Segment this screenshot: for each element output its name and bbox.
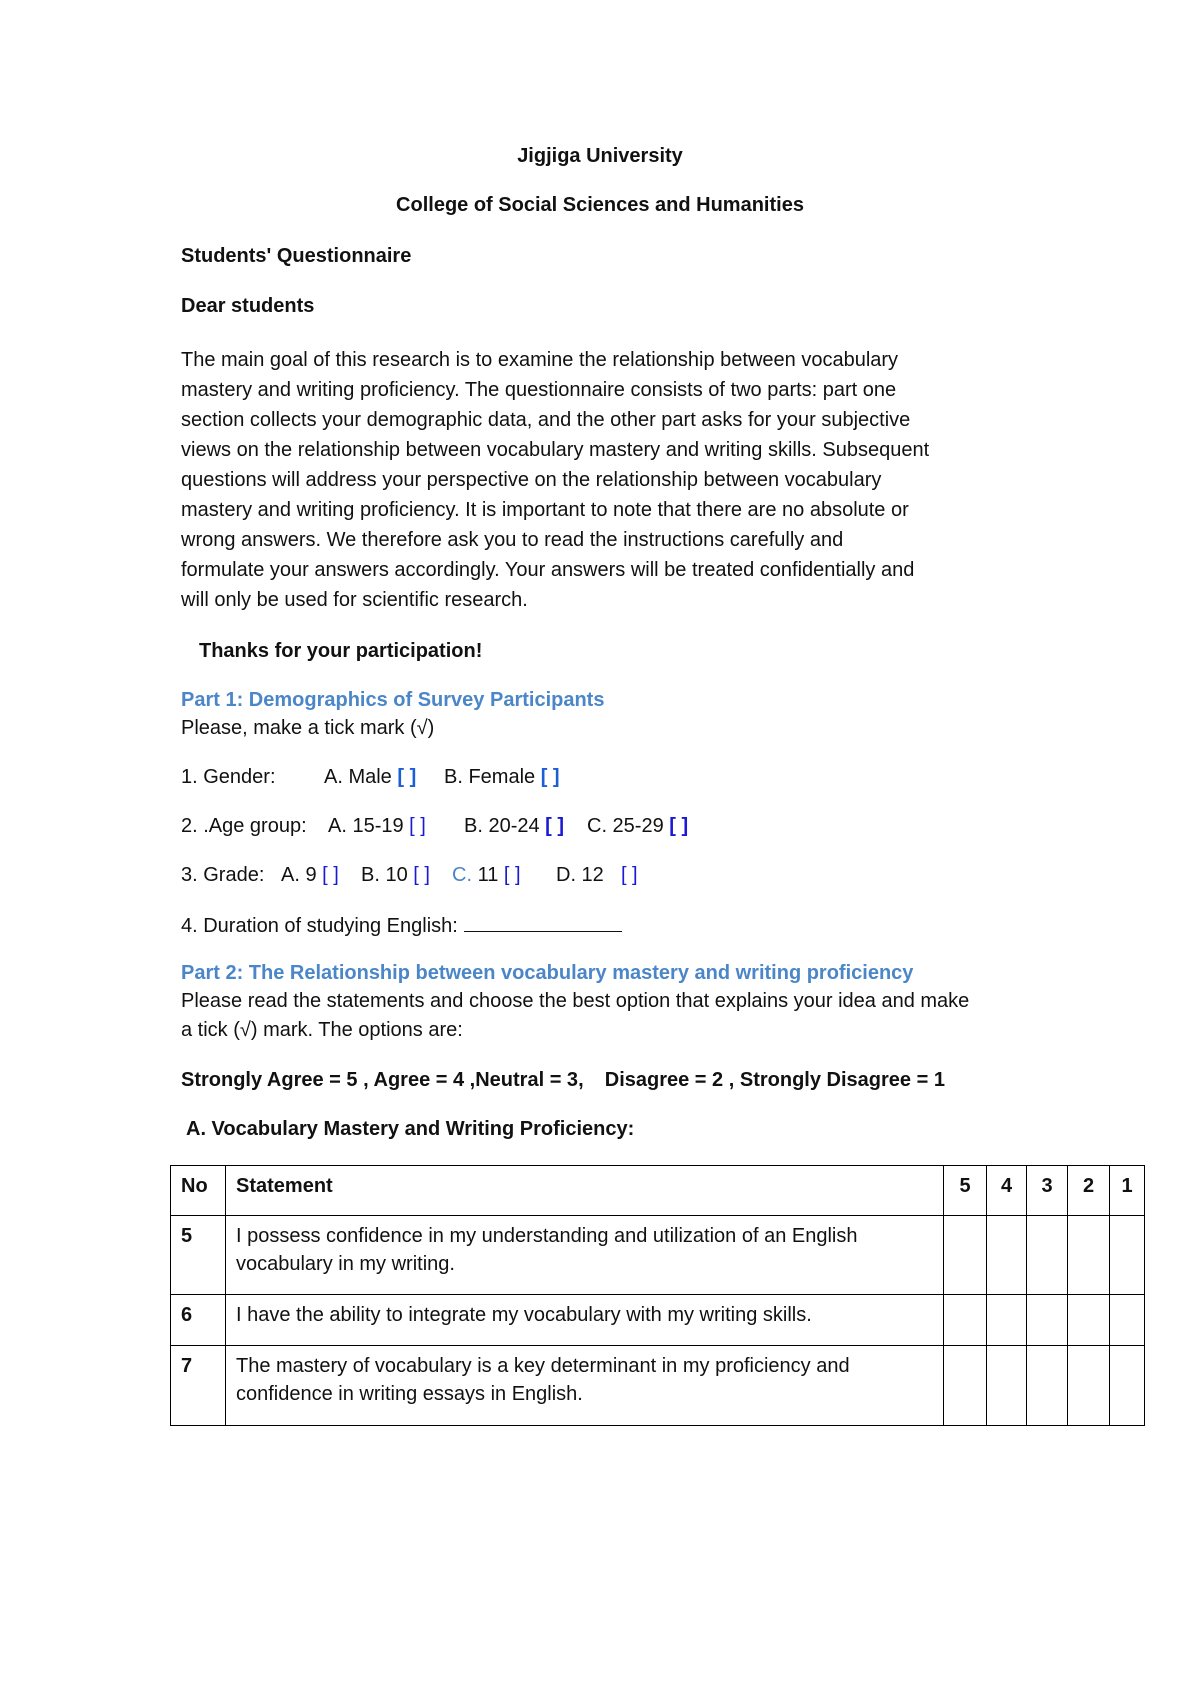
rating-cell-4[interactable] xyxy=(987,1295,1027,1346)
header-rating-2: 2 xyxy=(1068,1166,1110,1216)
header-rating-3: 3 xyxy=(1027,1166,1068,1216)
q2-option-a[interactable] xyxy=(328,815,426,838)
q3-label: 3. Grade: xyxy=(181,864,265,886)
rating-scale xyxy=(181,1069,945,1092)
questionnaire-title: Students' Questionnaire xyxy=(181,245,412,267)
scale-neutral: Neutral = 3 xyxy=(475,1069,579,1091)
q2-option-b[interactable] xyxy=(464,815,564,838)
header-rating-1: 1 xyxy=(1110,1166,1145,1216)
q1-option-a-bracket[interactable]: [ ] xyxy=(397,766,417,788)
intro-line: section collects your demographic data, and the other part asks for your subjective xyxy=(181,409,911,431)
header-statement: Statement xyxy=(226,1166,944,1216)
q2-option-a-bracket[interactable]: [ ] xyxy=(409,815,426,837)
scale-disagree: Disagree = 2 xyxy=(604,1069,724,1091)
q3-option-c-value: 11 xyxy=(477,864,499,886)
rating-cell-4[interactable] xyxy=(987,1346,1027,1426)
intro-line: questions will address your perspective on the relationship between vocabulary xyxy=(181,469,882,491)
rating-cell-1[interactable] xyxy=(1110,1346,1145,1426)
intro-line: wrong answers. We therefore ask you to read the instructions carefully and xyxy=(181,529,844,551)
scale-strongly-agree: Strongly Agree = 5 xyxy=(181,1069,358,1091)
q1-label: 1. Gender: xyxy=(181,766,276,788)
header-rating-5: 5 xyxy=(944,1166,987,1216)
row-number: 6 xyxy=(171,1295,226,1346)
rating-cell-2[interactable] xyxy=(1068,1295,1110,1346)
q3-option-c-bracket[interactable]: [ ] xyxy=(503,864,521,886)
table-row xyxy=(171,1295,1145,1346)
q1-option-a[interactable] xyxy=(324,766,416,789)
scale-separator: , xyxy=(578,1069,584,1091)
q1-option-a-label: A. Male xyxy=(324,766,392,788)
q3-option-c-label: C. xyxy=(452,864,472,886)
q3-option-d-label: D. 12 xyxy=(556,864,604,886)
part2-instruction-line2: a tick (√) mark. The options are: xyxy=(181,1019,463,1041)
rating-cell-3[interactable] xyxy=(1027,1295,1068,1346)
rating-cell-1[interactable] xyxy=(1110,1295,1145,1346)
q3-option-b-label: B. 10 xyxy=(361,864,408,886)
row-number: 7 xyxy=(171,1346,226,1426)
thanks-note: Thanks for your participation! xyxy=(199,640,483,662)
scale-separator: , xyxy=(469,1069,476,1091)
rating-cell-1[interactable] xyxy=(1110,1216,1145,1295)
row-number: 5 xyxy=(171,1216,226,1295)
intro-line: will only be used for scientific research. xyxy=(181,589,528,611)
rating-cell-5[interactable] xyxy=(944,1216,987,1295)
q1-option-b-label: B. Female xyxy=(444,766,536,788)
q2-option-c-label: C. 25-29 xyxy=(587,815,664,837)
q2-option-c-bracket[interactable]: [ ] xyxy=(669,815,689,837)
intro-line: mastery and writing proficiency. It is important to note that there are no absolute or xyxy=(181,499,909,521)
statement-line: I possess confidence in my understanding and utilization of an English xyxy=(236,1225,858,1247)
salutation: Dear students xyxy=(181,295,315,317)
part1-instruction: Please, make a tick mark (√) xyxy=(181,717,435,739)
rating-cell-2[interactable] xyxy=(1068,1346,1110,1426)
rating-cell-5[interactable] xyxy=(944,1346,987,1426)
q4-answer-blank[interactable] xyxy=(464,913,622,932)
q4-label: 4. Duration of studying English: xyxy=(181,915,458,937)
q2-option-a-label: A. 15-19 xyxy=(328,815,404,837)
statement-line: vocabulary in my writing. xyxy=(236,1253,455,1275)
intro-line: formulate your answers accordingly. Your answers will be treated confidentially and xyxy=(181,559,915,581)
scale-strongly-disagree: Strongly Disagree = 1 xyxy=(739,1069,945,1091)
university-name: Jigjiga University xyxy=(517,145,683,167)
intro-line: The main goal of this research is to examine the relationship between vocabulary xyxy=(181,349,899,371)
q2-option-b-label: B. 20-24 xyxy=(464,815,540,837)
header-rating-4: 4 xyxy=(987,1166,1027,1216)
header-no: No xyxy=(171,1166,226,1216)
row-statement xyxy=(226,1295,944,1346)
scale-separator: , xyxy=(728,1069,735,1091)
intro-line: mastery and writing proficiency. The questionnaire consists of two parts: part one xyxy=(181,379,897,401)
rating-cell-4[interactable] xyxy=(987,1216,1027,1295)
q2-option-c[interactable] xyxy=(587,815,688,838)
part1-heading: Part 1: Demographics of Survey Participants xyxy=(181,689,605,711)
scale-agree: Agree = 4 xyxy=(373,1069,465,1091)
q3-option-d[interactable] xyxy=(556,864,638,887)
rating-cell-5[interactable] xyxy=(944,1295,987,1346)
section-a-heading: A. Vocabulary Mastery and Writing Proficiency: xyxy=(186,1118,635,1140)
q3-option-c[interactable] xyxy=(452,864,521,887)
survey-table xyxy=(170,1165,1145,1426)
statement-line: confidence in writing essays in English. xyxy=(236,1383,583,1405)
q3-option-a-bracket[interactable]: [ ] xyxy=(322,864,339,886)
q3-option-b[interactable] xyxy=(361,864,430,887)
q3-option-a-label: A. 9 xyxy=(281,864,317,886)
row-statement xyxy=(226,1346,944,1426)
statement-line: I have the ability to integrate my vocabulary with my writing skills. xyxy=(236,1304,812,1326)
q1-option-b[interactable] xyxy=(444,766,560,789)
intro-paragraph xyxy=(181,345,1031,615)
scale-separator: , xyxy=(363,1069,369,1091)
college-name: College of Social Sciences and Humanities xyxy=(396,194,804,216)
rating-cell-3[interactable] xyxy=(1027,1346,1068,1426)
table-row xyxy=(171,1346,1145,1426)
q3-option-b-bracket[interactable]: [ ] xyxy=(413,864,430,886)
table-header-row xyxy=(171,1166,1145,1216)
part2-instruction-line1: Please read the statements and choose the best option that explains your idea and make xyxy=(181,990,970,1012)
q1-option-b-bracket[interactable]: [ ] xyxy=(540,766,560,788)
rating-cell-3[interactable] xyxy=(1027,1216,1068,1295)
q4-row xyxy=(181,913,622,938)
part2-heading: Part 2: The Relationship between vocabulary mastery and writing proficiency xyxy=(181,962,914,984)
q3-option-d-bracket[interactable]: [ ] xyxy=(620,864,638,886)
intro-line: views on the relationship between vocabulary mastery and writing skills. Subsequent xyxy=(181,439,930,461)
q2-option-b-bracket[interactable]: [ ] xyxy=(545,815,565,837)
statement-line: The mastery of vocabulary is a key determinant in my proficiency and xyxy=(236,1355,850,1377)
rating-cell-2[interactable] xyxy=(1068,1216,1110,1295)
q2-label: 2. .Age group: xyxy=(181,815,307,837)
row-statement xyxy=(226,1216,944,1295)
table-row xyxy=(171,1216,1145,1295)
q3-option-a[interactable] xyxy=(281,864,339,887)
